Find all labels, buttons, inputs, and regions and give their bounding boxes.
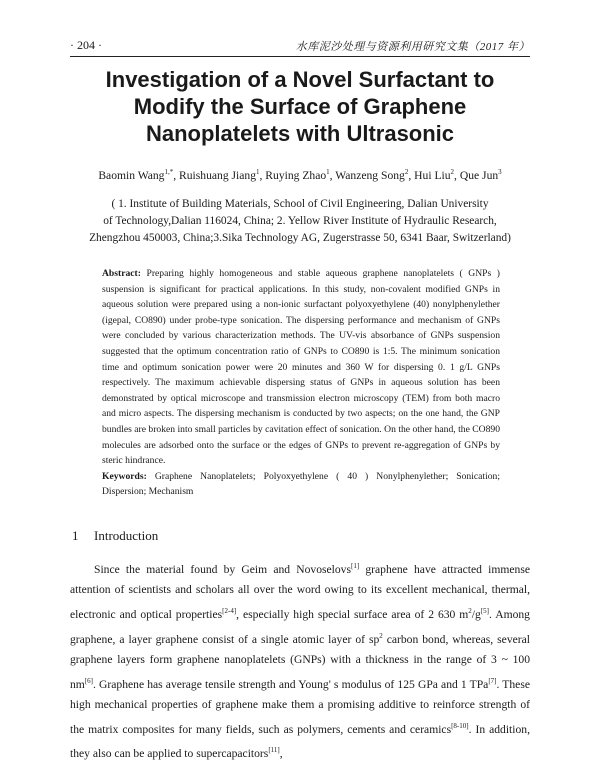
title-line: Investigation of a Novel Surfactant to	[105, 67, 495, 92]
abstract-label: Abstract:	[102, 268, 141, 279]
keywords	[102, 469, 500, 500]
paper-title	[60, 66, 540, 147]
intro-paragraph: Since the material found by Geim and Novoselovs[1] graphene have attracted immense attention of scientists and scholars all over the word owing to its excellent mechanical, thermal, electronic and optical properties[2-4], especially high special surface area of 2 630 $m^2/g[5]$. Among graphene, a layer graphene consist of a single atomic layer of $sp^2$ carbon bond, whereas, several graphene layers form graphene nanoplatelets (GNPs) with a thickness in the range of 3 ~ 100 nm[6]. Graphene has average tensile strength and Young' s modulus of 125 GPa and 1 TPa[7]. These high mechanical properties of graphene make them a promising additive to reinforce strength of the matrix composites for many fields, such as polymers, cements and ceramics[8-10]. In addition, they also can be applied to supercapacitors[11],	[70, 562, 530, 760]
affiliation-line: Zhengzhou 450003, China;3.Sika Technology AG, Zugerstrasse 50, 6341 Baar, Switzerland)	[89, 232, 511, 244]
journal-title: 水库泥沙处理与资源利用研究文集（2017 年）	[295, 41, 530, 53]
abstract-body	[102, 266, 500, 469]
section-number: 1	[72, 528, 79, 543]
author: Baomin Wang$^{1,*}$	[98, 168, 174, 182]
author-list: Baomin Wang$^{1,*}$, Ruishuang Jiang$^1$, Ruying Zhao$^1$, Wanzeng Song$^2$, Hui Liu$^2$, Que Jun$^3$	[98, 168, 502, 182]
abstract-text: Preparing highly homogeneous and stable aqueous graphene nanoplatelets ( GNPs ) suspension is significant for practical applications. In this study, non-covalent modified GNPs in aqueous solution were prepared using a non-ionic surfactant polyoxyethylene (40) nonylphenylether (igepal, CO890) under probe-type sonication. The dispersing performance and mechanism of GNPs were concluded by various characterization methods. The UV-vis absorbance of GNPs suspension suggested that the optimum concentration ratio of GNPs to CO890 is 1:5. The minimum sonication time and optimum sonication power were 20 minutes and 360 W for dispersing 0. 1 g/L GNPs respectively. The maximum achievable dispersing status of GNPs in aqueous solution has been demonstrated by optical microscope and transmission electron microscopy (TEM) from both macro and micro aspects. The dispersing mechanism is conducted by two aspects; on the one hand, the GNP bundles are broken into small particles by cavitation effect of sonication. On the other hand, the CO890 molecules are adsorbed onto the surface or the edges of GNPs to prevent re-aggregation of GNPs by steric hindrance.	[102, 268, 500, 467]
author: Hui Liu$^2$	[414, 168, 455, 182]
abstract	[102, 266, 500, 500]
author: Wanzeng Song$^2$	[335, 168, 409, 182]
affiliations	[80, 196, 520, 247]
intro-body	[70, 556, 530, 765]
section-heading	[72, 528, 158, 544]
page-number: · 204 ·	[70, 38, 102, 52]
author: Que Jun$^3$	[459, 168, 502, 182]
header-rule	[70, 56, 530, 57]
title-line: Modify the Surface of Graphene	[133, 94, 467, 119]
author: Ruying Zhao$^1$	[265, 168, 330, 182]
keywords-label: Keywords:	[102, 470, 147, 482]
section-title: Introduction	[94, 528, 159, 543]
author: Ruishuang Jiang$^1$	[179, 168, 260, 182]
affiliation-line: ( 1. Institute of Building Materials, School of Civil Engineering, Dalian University	[111, 198, 489, 210]
running-header	[70, 38, 530, 52]
title-line: Nanoplatelets with Ultrasonic	[145, 121, 455, 146]
keywords-text: Graphene Nanoplatelets; Polyoxyethylene ( 40 ) Nonylphenylether; Sonication; Dispersion; Mechanism	[102, 470, 500, 498]
affiliation-line: of Technology,Dalian 116024, China; 2. Yellow River Institute of Hydraulic Research,	[103, 215, 497, 227]
